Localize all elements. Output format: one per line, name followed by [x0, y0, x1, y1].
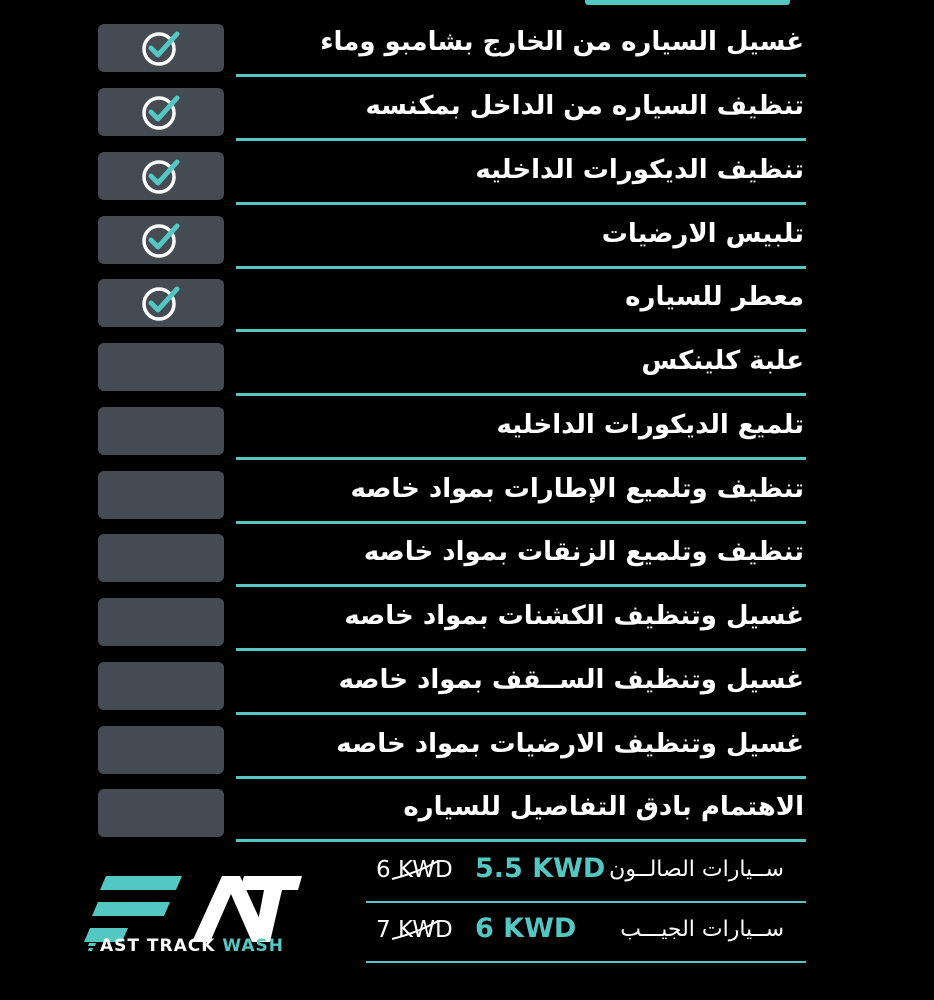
check-circle-icon	[139, 154, 183, 198]
service-row	[0, 205, 934, 269]
service-row	[0, 587, 934, 651]
service-row	[0, 460, 934, 524]
service-checkbox[interactable]	[98, 534, 224, 582]
service-label: تنظيف وتلميع الزنقات بمواد خاصه	[363, 537, 804, 567]
old-price	[376, 917, 453, 943]
price-category-label: ســيارات الصالــون	[609, 857, 784, 882]
strikethrough-icon	[390, 919, 440, 943]
service-label: الاهتمام بادق التفاصيل للسياره	[403, 792, 804, 822]
service-label: تلميع الديكورات الداخليه	[496, 410, 804, 440]
check-circle-icon	[139, 218, 183, 262]
service-label: غسيل وتنظيف الكشنات بمواد خاصه	[344, 601, 804, 631]
service-label: تنظيف الديكورات الداخليه	[475, 155, 804, 185]
service-row	[0, 332, 934, 396]
service-checkbox[interactable]	[98, 726, 224, 774]
service-row	[0, 77, 934, 141]
service-label: غسيل السياره من الخارج بشامبو وماء	[320, 27, 804, 57]
service-checkbox[interactable]	[98, 598, 224, 646]
service-row	[0, 141, 934, 205]
service-label: غسيل وتنظيف الســقف بمواد خاصه	[338, 665, 804, 695]
check-circle-icon	[139, 90, 183, 134]
price-divider	[366, 961, 806, 963]
service-checkbox[interactable]	[98, 216, 224, 264]
logo-wordmark	[88, 936, 284, 956]
service-checkbox[interactable]	[98, 789, 224, 837]
service-checkbox[interactable]	[98, 88, 224, 136]
service-checkbox[interactable]	[98, 279, 224, 327]
strikethrough-icon	[390, 859, 440, 883]
top-accent-bar	[585, 0, 790, 5]
service-row	[0, 396, 934, 460]
service-row	[0, 778, 934, 842]
service-label: تنظيف السياره من الداخل بمكنسه	[365, 91, 804, 121]
service-checkbox[interactable]	[98, 471, 224, 519]
old-price-text: 6 KWD	[376, 857, 453, 883]
wordmark-part-2: WASH	[222, 936, 284, 956]
service-row	[0, 651, 934, 715]
service-label: علبة كلينكس	[641, 346, 804, 376]
service-checkbox[interactable]	[98, 343, 224, 391]
service-label: غسيل وتنظيف الارضيات بمواد خاصه	[336, 729, 804, 759]
service-label: معطر للسياره	[625, 282, 804, 312]
new-price: 6 KWD	[475, 913, 577, 944]
price-category-label: ســيارات الجيـــب	[620, 917, 784, 942]
service-checkbox[interactable]	[98, 24, 224, 72]
service-checkbox[interactable]	[98, 662, 224, 710]
wordmark-part-1: AST TRACK	[100, 936, 223, 956]
service-checkbox[interactable]	[98, 407, 224, 455]
service-checkbox[interactable]	[98, 152, 224, 200]
row-divider	[236, 839, 806, 842]
old-price-text: 7 KWD	[376, 917, 453, 943]
service-label: تنظيف وتلميع الإطارات بمواد خاصه	[350, 474, 804, 504]
service-row	[0, 523, 934, 587]
wordmark-f-icon	[88, 938, 98, 952]
old-price	[376, 857, 453, 883]
service-label: تلبيس الارضيات	[601, 219, 804, 249]
service-row	[0, 13, 934, 77]
check-circle-icon	[139, 281, 183, 325]
service-row	[0, 715, 934, 779]
new-price: 5.5 KWD	[475, 853, 606, 884]
check-circle-icon	[139, 26, 183, 70]
service-row	[0, 268, 934, 332]
